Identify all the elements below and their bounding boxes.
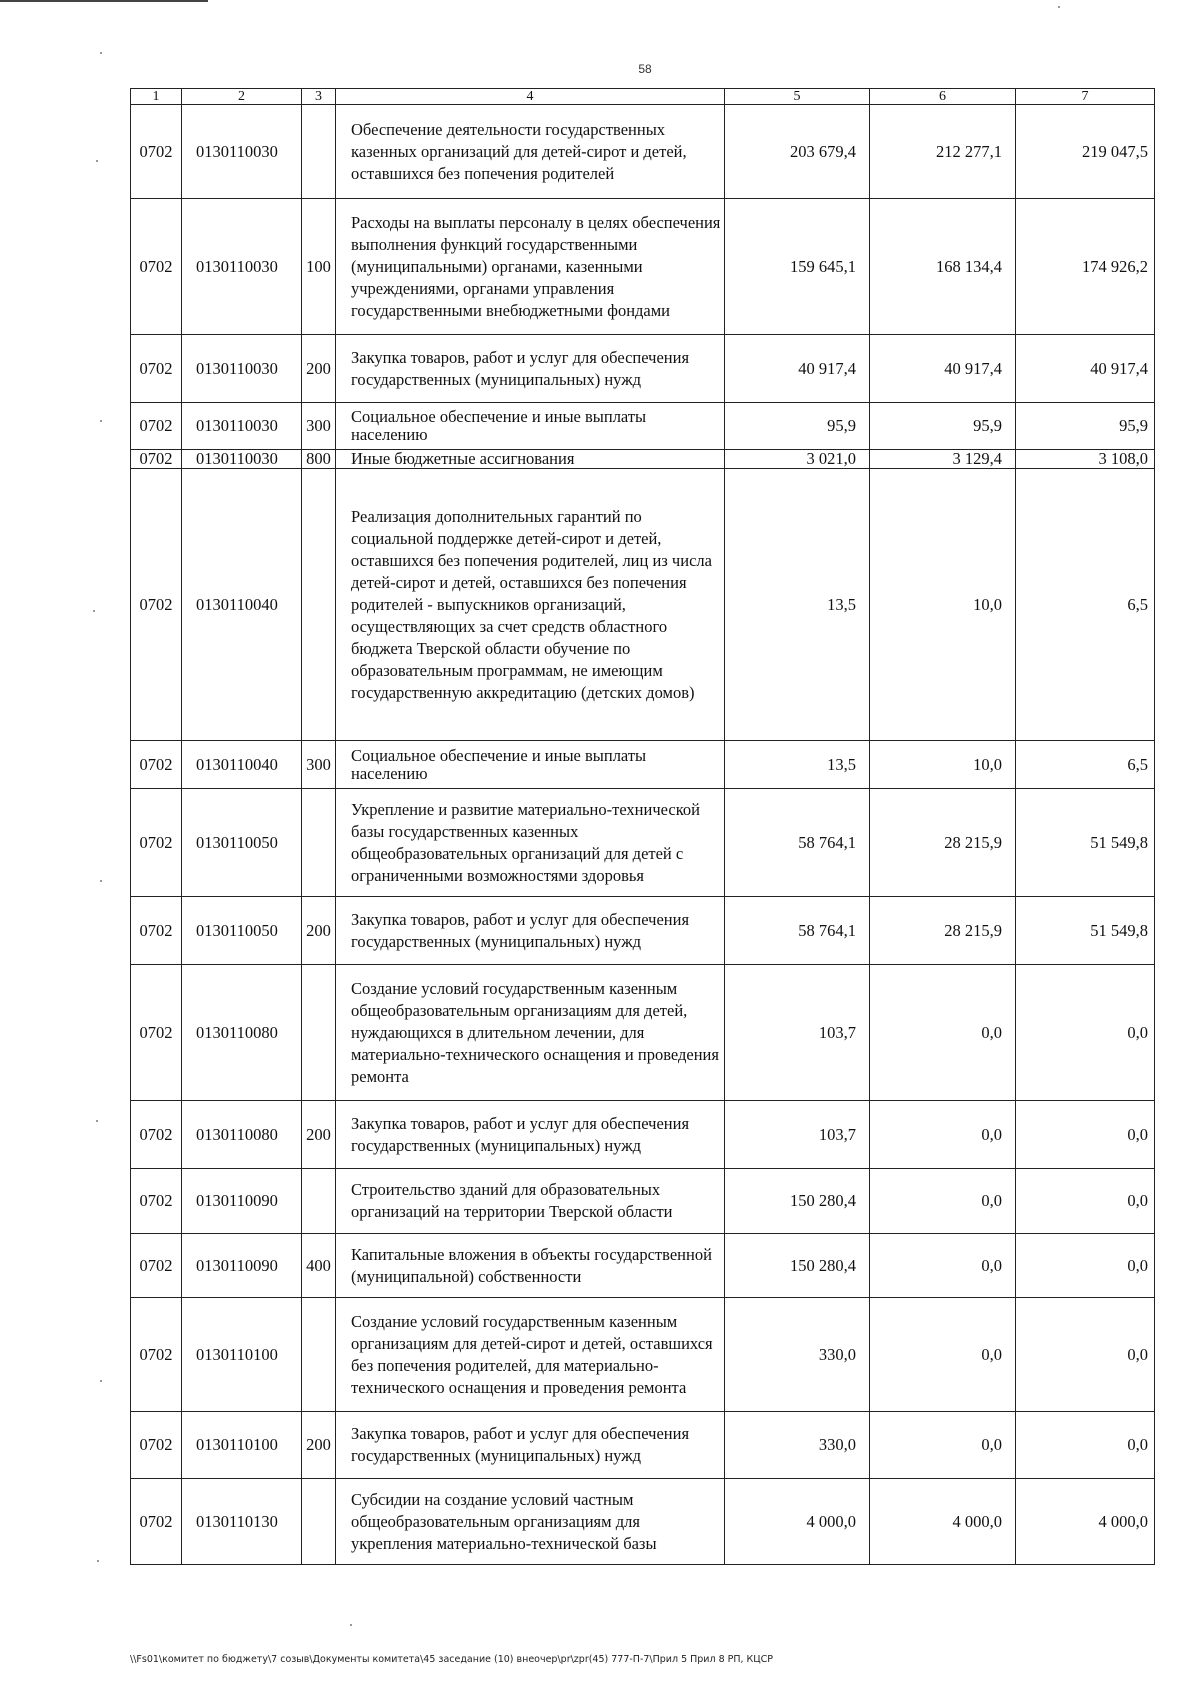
item-name-cell: Иные бюджетные ассигнования <box>336 450 725 469</box>
budget-table-container <box>130 88 1155 1565</box>
table-row <box>131 1412 1155 1479</box>
value-2020-cell: 0,0 <box>870 1169 1016 1234</box>
target-code-cell: 0130110050 <box>182 789 302 897</box>
value-2021-cell: 0,0 <box>1016 1298 1155 1412</box>
scan-speck <box>100 420 102 422</box>
footer-file-path: \\Fs01\комитет по бюджету\7 созыв\Документы комитета\45 заседание (10) внеочер\pr\zpr(45) 777-П-7\Прил 5 Прил 8 РП, КЦСР <box>130 1654 774 1665</box>
target-code-cell: 0130110090 <box>182 1169 302 1234</box>
value-2021-cell: 4 000,0 <box>1016 1479 1155 1565</box>
value-2020-cell: 10,0 <box>870 741 1016 789</box>
item-name-cell: Реализация дополнительных гарантий по социальной поддержке детей-сирот и детей, оставшихся без попечения родителей, лиц из числа детей-сирот и детей, оставшихся без попечения родителей - выпускников организаций, осуществляющих за счет средств областного бюджета Тверской области обучение по образовательным программам, не имеющим государственную аккредитацию (детских домов) <box>336 469 725 741</box>
target-code-cell: 0130110080 <box>182 965 302 1101</box>
target-code-cell: 0130110030 <box>182 403 302 450</box>
value-2021-cell: 6,5 <box>1016 741 1155 789</box>
value-2021-cell: 3 108,0 <box>1016 450 1155 469</box>
table-row <box>131 469 1155 741</box>
value-2019-cell: 13,5 <box>725 469 870 741</box>
target-code-cell: 0130110100 <box>182 1298 302 1412</box>
value-2021-cell: 0,0 <box>1016 1101 1155 1169</box>
expense-type-cell <box>302 1479 336 1565</box>
target-code-cell: 0130110030 <box>182 105 302 199</box>
section-cell: 0702 <box>131 897 182 965</box>
scan-speck <box>100 880 102 882</box>
item-name-cell: Закупка товаров, работ и услуг для обеспечения государственных (муниципальных) нужд <box>336 1101 725 1169</box>
section-cell: 0702 <box>131 741 182 789</box>
value-2020-cell: 3 129,4 <box>870 450 1016 469</box>
column-header: 1 <box>131 89 182 105</box>
section-cell: 0702 <box>131 965 182 1101</box>
target-code-cell: 0130110040 <box>182 741 302 789</box>
expense-type-cell <box>302 789 336 897</box>
scan-speck <box>97 1560 99 1562</box>
expense-type-cell: 200 <box>302 1412 336 1479</box>
expense-type-cell: 200 <box>302 1101 336 1169</box>
item-name-cell: Создание условий государственным казенным общеобразовательным организациям для детей, нуждающихся в длительном лечении, для материально-технического оснащения и проведения ремонта <box>336 965 725 1101</box>
item-name-cell: Закупка товаров, работ и услуг для обеспечения государственных (муниципальных) нужд <box>336 897 725 965</box>
target-code-cell: 0130110030 <box>182 199 302 335</box>
value-2021-cell: 219 047,5 <box>1016 105 1155 199</box>
table-row <box>131 335 1155 403</box>
value-2020-cell: 0,0 <box>870 1101 1016 1169</box>
section-cell: 0702 <box>131 105 182 199</box>
item-name-cell: Социальное обеспечение и иные выплаты населению <box>336 741 725 789</box>
expense-type-cell: 400 <box>302 1234 336 1298</box>
scan-speck <box>350 1624 352 1626</box>
value-2020-cell: 0,0 <box>870 1234 1016 1298</box>
value-2020-cell: 4 000,0 <box>870 1479 1016 1565</box>
expense-type-cell <box>302 105 336 199</box>
section-cell: 0702 <box>131 1101 182 1169</box>
value-2019-cell: 40 917,4 <box>725 335 870 403</box>
expense-type-cell <box>302 1169 336 1234</box>
table-row <box>131 741 1155 789</box>
expense-type-cell <box>302 965 336 1101</box>
scan-speck <box>100 52 102 54</box>
scan-speck <box>100 1380 102 1382</box>
value-2020-cell: 28 215,9 <box>870 897 1016 965</box>
item-name-cell: Субсидии на создание условий частным общеобразовательным организациям для укрепления материально-технической базы <box>336 1479 725 1565</box>
table-body <box>131 105 1155 1565</box>
section-cell: 0702 <box>131 1169 182 1234</box>
table-row <box>131 1298 1155 1412</box>
value-2019-cell: 103,7 <box>725 965 870 1101</box>
target-code-cell: 0130110030 <box>182 335 302 403</box>
value-2019-cell: 95,9 <box>725 403 870 450</box>
section-cell: 0702 <box>131 1479 182 1565</box>
column-header: 4 <box>336 89 725 105</box>
expense-type-cell: 300 <box>302 741 336 789</box>
target-code-cell: 0130110130 <box>182 1479 302 1565</box>
target-code-cell: 0130110080 <box>182 1101 302 1169</box>
column-header: 5 <box>725 89 870 105</box>
value-2019-cell: 13,5 <box>725 741 870 789</box>
section-cell: 0702 <box>131 1298 182 1412</box>
expense-type-cell <box>302 469 336 741</box>
value-2020-cell: 28 215,9 <box>870 789 1016 897</box>
value-2019-cell: 150 280,4 <box>725 1169 870 1234</box>
value-2021-cell: 95,9 <box>1016 403 1155 450</box>
page-number: 58 <box>638 62 652 76</box>
value-2020-cell: 212 277,1 <box>870 105 1016 199</box>
expense-type-cell: 300 <box>302 403 336 450</box>
table-row <box>131 105 1155 199</box>
item-name-cell: Расходы на выплаты персоналу в целях обеспечения выполнения функций государственными (муниципальными) органами, казенными учреждениями, органами управления государственными внебюджетными фондами <box>336 199 725 335</box>
value-2021-cell: 0,0 <box>1016 1412 1155 1479</box>
column-header: 3 <box>302 89 336 105</box>
column-header: 6 <box>870 89 1016 105</box>
table-row <box>131 1169 1155 1234</box>
value-2020-cell: 95,9 <box>870 403 1016 450</box>
budget-table <box>130 88 1155 1565</box>
section-cell: 0702 <box>131 1412 182 1479</box>
item-name-cell: Обеспечение деятельности государственных казенных организаций для детей-сирот и детей, оставшихся без попечения родителей <box>336 105 725 199</box>
target-code-cell: 0130110100 <box>182 1412 302 1479</box>
item-name-cell: Укрепление и развитие материально-технической базы государственных казенных общеобразовательных организаций для детей с ограниченными возможностями здоровья <box>336 789 725 897</box>
item-name-cell: Социальное обеспечение и иные выплаты населению <box>336 403 725 450</box>
value-2019-cell: 4 000,0 <box>725 1479 870 1565</box>
value-2021-cell: 0,0 <box>1016 1234 1155 1298</box>
target-code-cell: 0130110030 <box>182 450 302 469</box>
value-2019-cell: 203 679,4 <box>725 105 870 199</box>
expense-type-cell: 800 <box>302 450 336 469</box>
target-code-cell: 0130110050 <box>182 897 302 965</box>
value-2019-cell: 58 764,1 <box>725 897 870 965</box>
table-row <box>131 1479 1155 1565</box>
table-row <box>131 1101 1155 1169</box>
scan-speck <box>93 610 95 612</box>
value-2021-cell: 0,0 <box>1016 1169 1155 1234</box>
table-row <box>131 1234 1155 1298</box>
value-2021-cell: 0,0 <box>1016 965 1155 1101</box>
section-cell: 0702 <box>131 335 182 403</box>
section-cell: 0702 <box>131 450 182 469</box>
value-2019-cell: 58 764,1 <box>725 789 870 897</box>
table-row <box>131 450 1155 469</box>
item-name-cell: Строительство зданий для образовательных организаций на территории Тверской области <box>336 1169 725 1234</box>
table-row <box>131 403 1155 450</box>
section-cell: 0702 <box>131 403 182 450</box>
column-number-row <box>131 89 1155 105</box>
value-2020-cell: 10,0 <box>870 469 1016 741</box>
expense-type-cell <box>302 1298 336 1412</box>
expense-type-cell: 100 <box>302 199 336 335</box>
value-2019-cell: 159 645,1 <box>725 199 870 335</box>
item-name-cell: Создание условий государственным казенным организациям для детей-сирот и детей, оставшихся без попечения родителей, для материально-технического оснащения и проведения ремонта <box>336 1298 725 1412</box>
top-rule <box>0 0 208 2</box>
scan-speck <box>96 1120 98 1122</box>
expense-type-cell: 200 <box>302 335 336 403</box>
value-2021-cell: 174 926,2 <box>1016 199 1155 335</box>
value-2021-cell: 40 917,4 <box>1016 335 1155 403</box>
value-2019-cell: 103,7 <box>725 1101 870 1169</box>
value-2019-cell: 3 021,0 <box>725 450 870 469</box>
value-2021-cell: 6,5 <box>1016 469 1155 741</box>
value-2020-cell: 0,0 <box>870 1412 1016 1479</box>
value-2019-cell: 150 280,4 <box>725 1234 870 1298</box>
item-name-cell: Закупка товаров, работ и услуг для обеспечения государственных (муниципальных) нужд <box>336 335 725 403</box>
value-2020-cell: 40 917,4 <box>870 335 1016 403</box>
table-row <box>131 199 1155 335</box>
target-code-cell: 0130110040 <box>182 469 302 741</box>
value-2020-cell: 0,0 <box>870 1298 1016 1412</box>
section-cell: 0702 <box>131 199 182 335</box>
value-2019-cell: 330,0 <box>725 1298 870 1412</box>
table-row <box>131 965 1155 1101</box>
value-2020-cell: 0,0 <box>870 965 1016 1101</box>
table-row <box>131 897 1155 965</box>
value-2019-cell: 330,0 <box>725 1412 870 1479</box>
column-header: 7 <box>1016 89 1155 105</box>
value-2021-cell: 51 549,8 <box>1016 789 1155 897</box>
target-code-cell: 0130110090 <box>182 1234 302 1298</box>
scan-speck <box>96 160 98 162</box>
item-name-cell: Закупка товаров, работ и услуг для обеспечения государственных (муниципальных) нужд <box>336 1412 725 1479</box>
expense-type-cell: 200 <box>302 897 336 965</box>
value-2021-cell: 51 549,8 <box>1016 897 1155 965</box>
item-name-cell: Капитальные вложения в объекты государственной (муниципальной) собственности <box>336 1234 725 1298</box>
section-cell: 0702 <box>131 789 182 897</box>
section-cell: 0702 <box>131 469 182 741</box>
column-header: 2 <box>182 89 302 105</box>
table-row <box>131 789 1155 897</box>
section-cell: 0702 <box>131 1234 182 1298</box>
value-2020-cell: 168 134,4 <box>870 199 1016 335</box>
scan-speck <box>1058 6 1060 8</box>
